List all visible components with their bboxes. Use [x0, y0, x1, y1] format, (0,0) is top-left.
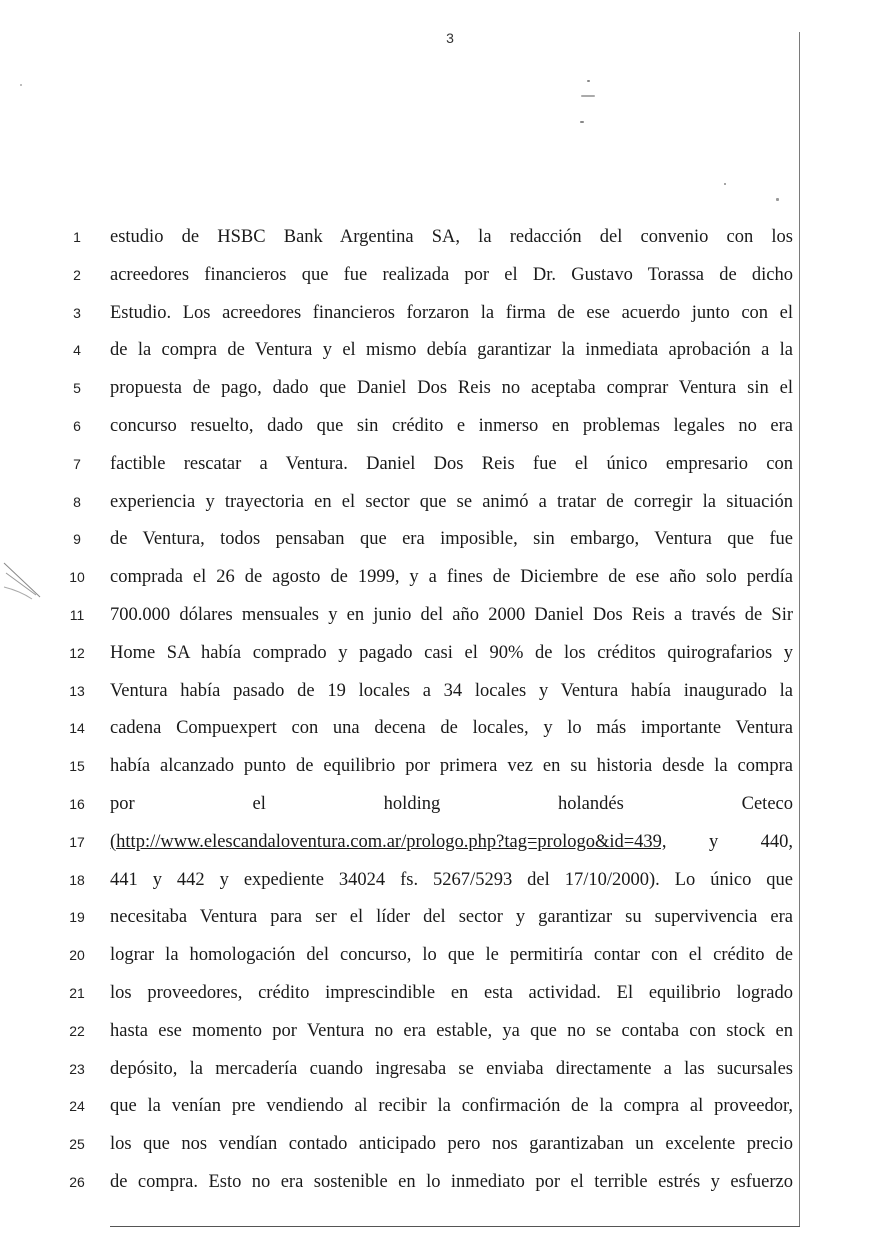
line-number: 2 [73, 266, 81, 283]
line-text: concurso resuelto, dado que sin crédito e inmerso en problemas legales no era [110, 415, 793, 436]
line-text: que la venían pre vendiendo al recibir la confirmación de la compra al proveedor, [110, 1096, 793, 1117]
line-number: 9 [73, 531, 81, 548]
text-line [0, 334, 886, 372]
numbered-text-body [0, 221, 886, 1204]
line-text: Estudio. Los acreedores financieros forzaron la firma de ese acuerdo junto con el [110, 302, 793, 323]
line-text-continuation: y 440, [666, 831, 793, 852]
line-text: necesitaba Ventura para ser el líder del sector y garantizar su supervivencia era [110, 907, 793, 928]
line-number: 7 [73, 455, 81, 472]
text-line [0, 939, 886, 977]
line-number: 19 [69, 909, 85, 926]
line-text: estudio de HSBC Bank Argentina SA, la redacción del convenio con los [110, 227, 793, 247]
line-text: propuesta de pago, dado que Daniel Dos Reis no aceptaba comprar Ventura sin el [110, 378, 793, 399]
text-line [0, 826, 886, 864]
page-number: 3 [446, 30, 454, 46]
line-number: 13 [69, 682, 85, 699]
line-text: por el holding holandés Ceteco [110, 793, 793, 814]
line-number: 4 [73, 342, 81, 359]
line-text: acreedores financieros que fue realizada por el Dr. Gustavo Torassa de dicho [110, 264, 793, 285]
text-line [0, 523, 886, 561]
text-line [0, 637, 886, 675]
text-line [0, 297, 886, 335]
line-text: lograr la homologación del concurso, lo que le permitiría contar con el crédito de [110, 945, 793, 966]
line-text: Home SA había comprado y pagado casi el 90% de los créditos quirografarios y [110, 642, 793, 663]
text-line [0, 221, 886, 259]
line-text: de compra. Esto no era sostenible en lo inmediato por el terrible estrés y esfuerzo [110, 1171, 793, 1192]
line-text: de Ventura, todos pensaban que era imposible, sin embargo, Ventura que fue [110, 529, 793, 550]
text-line [0, 448, 886, 486]
line-number: 25 [69, 1136, 85, 1153]
line-text: había alcanzado punto de equilibrio por primera vez en su historia desde la compra [110, 756, 793, 777]
line-number: 10 [69, 569, 85, 586]
text-line [0, 901, 886, 939]
line-number: 26 [69, 1173, 85, 1190]
text-line [0, 410, 886, 448]
line-number: 1 [73, 229, 81, 245]
line-text: factible rescatar a Ventura. Daniel Dos Reis fue el único empresario con [110, 453, 793, 474]
line-text: hasta ese momento por Ventura no era estable, ya que no se contaba con stock en [110, 1020, 793, 1041]
line-number: 18 [69, 871, 85, 888]
text-line [0, 599, 886, 637]
line-text: 700.000 dólares mensuales y en junio del año 2000 Daniel Dos Reis a través de Sir [110, 604, 793, 625]
line-number: 20 [69, 947, 85, 964]
line-text: experiencia y trayectoria en el sector que se animó a tratar de corregir la situación [110, 491, 793, 512]
line-number: 24 [69, 1098, 85, 1115]
line-text: los proveedores, crédito imprescindible en esta actividad. El equilibrio logrado [110, 982, 793, 1003]
line-text: comprada el 26 de agosto de 1999, y a fines de Diciembre de ese año solo perdía [110, 567, 793, 588]
text-line [0, 864, 886, 902]
text-line [0, 1166, 886, 1204]
text-line [0, 1090, 886, 1128]
line-text: Ventura había pasado de 19 locales a 34 locales y Ventura había inaugurado la [110, 680, 793, 701]
line-number: 11 [69, 606, 85, 623]
line-number: 15 [69, 758, 85, 775]
bottom-rule [110, 1226, 800, 1227]
line-text: de la compra de Ventura y el mismo debía garantizar la inmediata aprobación a la [110, 340, 793, 361]
line-text [110, 831, 793, 853]
text-line [0, 1015, 886, 1053]
line-number: 17 [69, 833, 85, 850]
line-number: 22 [69, 1022, 85, 1039]
line-text: depósito, la mercadería cuando ingresaba se enviaba directamente a las sucursales [110, 1058, 793, 1079]
text-line [0, 788, 886, 826]
text-line [0, 561, 886, 599]
text-line [0, 712, 886, 750]
text-line [0, 372, 886, 410]
line-number: 8 [73, 493, 81, 510]
reference-link[interactable]: (http://www.elescandaloventura.com.ar/prologo.php?tag=prologo&id=439, [110, 831, 667, 852]
line-number: 5 [73, 380, 81, 397]
text-line [0, 675, 886, 713]
line-number: 14 [69, 720, 85, 737]
text-line [0, 259, 886, 297]
line-number: 16 [69, 795, 85, 812]
line-number: 21 [69, 984, 85, 1001]
text-line [0, 1053, 886, 1091]
line-text: 441 y 442 y expediente 34024 fs. 5267/5293 del 17/10/2000). Lo único que [110, 869, 793, 890]
line-number: 6 [73, 417, 81, 434]
line-number: 3 [73, 304, 81, 321]
text-line [0, 977, 886, 1015]
line-number: 12 [69, 644, 85, 661]
text-line [0, 1128, 886, 1166]
line-text: cadena Compuexpert con una decena de locales, y lo más importante Ventura [110, 718, 793, 739]
text-line [0, 486, 886, 524]
line-number: 23 [69, 1060, 85, 1077]
text-line [0, 750, 886, 788]
line-text: los que nos vendían contado anticipado pero nos garantizaban un excelente precio [110, 1134, 793, 1155]
